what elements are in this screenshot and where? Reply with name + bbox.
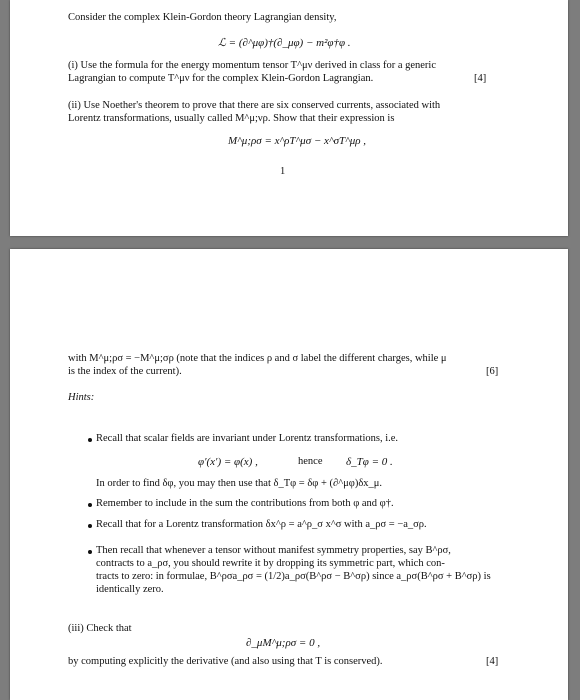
with-marks: [6] bbox=[486, 366, 499, 377]
hint-1-follow: In order to find δφ, you may then use that δ_Tφ = δφ + (∂^μφ)δx_μ. bbox=[96, 478, 383, 489]
part-ii-line-2: Lorentz transformations, usually called M^μ;νρ. Show that their expression is bbox=[68, 113, 395, 124]
check-equation: ∂_μM^μ;ρσ = 0 , bbox=[246, 637, 321, 649]
page-number: 1 bbox=[280, 166, 286, 177]
bullet-4 bbox=[88, 550, 92, 554]
hint-4-line-4: identically zero. bbox=[96, 584, 164, 595]
bullet-3 bbox=[88, 524, 92, 528]
hint-1-hence: hence bbox=[298, 456, 323, 467]
part-i-marks: [4] bbox=[474, 73, 487, 84]
hint-1-text: Recall that scalar fields are invariant under Lorentz transformations, i.e. bbox=[96, 433, 399, 444]
hints-label: Hints: bbox=[68, 392, 95, 403]
intro-text: Consider the complex Klein-Gordon theory Lagrangian density, bbox=[68, 12, 337, 23]
part-ii-line-1: (ii) Use Noether's theorem to prove that there are six conserved currents, associated with bbox=[68, 100, 441, 111]
page-2 bbox=[10, 249, 568, 700]
bullet-2 bbox=[88, 503, 92, 507]
hint-3-text: Recall that for a Lorentz transformation δx^ρ = a^ρ_σ x^σ with a_ρσ = −a_σρ. bbox=[96, 519, 427, 530]
final-line: by computing explicitly the derivative (and also using that T is conserved). bbox=[68, 656, 383, 667]
hint-2-text: Remember to include in the sum the contributions from both φ and φ†. bbox=[96, 498, 394, 509]
page-1 bbox=[10, 0, 568, 236]
part-i-line-2: Lagrangian to compute T^μν for the complex Klein-Gordon Lagrangian. bbox=[68, 73, 374, 84]
hint-1-equation-left: φ′(x′) = φ(x) , bbox=[198, 456, 258, 468]
current-equation: M^μ;ρσ = x^ρT^μσ − x^σT^μρ , bbox=[228, 135, 367, 147]
lagrangian-equation: ℒ = (∂^μφ)†(∂_μφ) − m²φ†φ . bbox=[218, 37, 351, 49]
hint-1-equation-right: δ_Tφ = 0 . bbox=[346, 456, 393, 468]
part-iii-text: (iii) Check that bbox=[68, 623, 132, 634]
part-i-line-1: (i) Use the formula for the energy momentum tensor T^μν derived in class for a generic bbox=[68, 60, 437, 71]
bullet-1 bbox=[88, 438, 92, 442]
hint-4-line-3: tracts to zero: in formulae, B^ρσa_ρσ = (1/2)a_ρσ(B^ρσ − B^σρ) since a_ρσ(B^ρσ + B^σρ) is bbox=[96, 571, 491, 582]
with-line-1: with M^μ;ρσ = −M^μ;σρ (note that the indices ρ and σ label the different charges, while μ bbox=[68, 353, 447, 364]
hint-4-line-1: Then recall that whenever a tensor without manifest symmetry properties, say B^ρσ, bbox=[96, 545, 451, 556]
with-line-2: is the index of the current). bbox=[68, 366, 182, 377]
hint-4-line-2: contracts to a_ρσ, you should rewrite it by dropping its symmetric part, which con- bbox=[96, 558, 445, 569]
final-marks: [4] bbox=[486, 656, 499, 667]
